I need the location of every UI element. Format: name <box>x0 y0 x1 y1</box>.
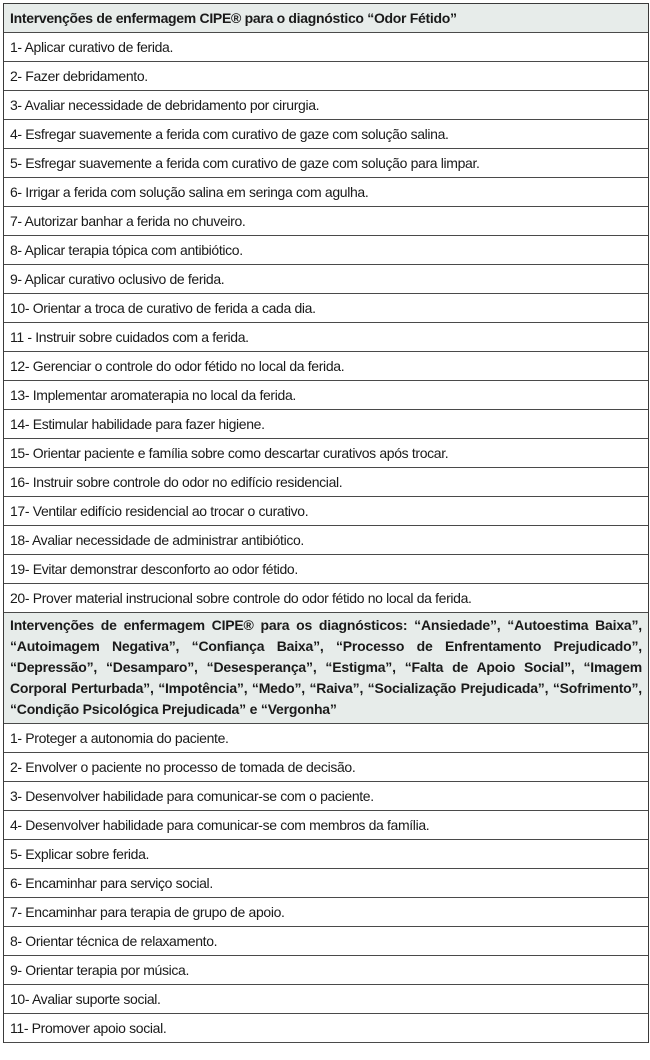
section1-header: Intervenções de enfermagem CIPE® para o diagnóstico “Odor Fétido” <box>4 4 648 33</box>
table-row: 2- Envolver o paciente no processo de tomada de decisão. <box>4 753 648 782</box>
table-row: 19- Evitar demonstrar desconforto ao odor fétido. <box>4 555 648 584</box>
section2-items <box>4 724 648 1043</box>
table-row: 13- Implementar aromaterapia no local da ferida. <box>4 381 648 410</box>
table-row: 7- Autorizar banhar a ferida no chuveiro. <box>4 207 648 236</box>
table-row: 20- Prover material instrucional sobre controle do odor fétido no local da ferida. <box>4 584 648 613</box>
table-row: 3- Avaliar necessidade de debridamento por cirurgia. <box>4 91 648 120</box>
table-row: 11- Promover apoio social. <box>4 1014 648 1043</box>
table-row: 5- Esfregar suavemente a ferida com curativo de gaze com solução para limpar. <box>4 149 648 178</box>
table-row: 16- Instruir sobre controle do odor no edifício residencial. <box>4 468 648 497</box>
table-row: 6- Encaminhar para serviço social. <box>4 869 648 898</box>
table-row: 7- Encaminhar para terapia de grupo de apoio. <box>4 898 648 927</box>
table-row: 17- Ventilar edifício residencial ao trocar o curativo. <box>4 497 648 526</box>
table-row: 5- Explicar sobre ferida. <box>4 840 648 869</box>
table-row: 4- Esfregar suavemente a ferida com curativo de gaze com solução salina. <box>4 120 648 149</box>
table-row: 11 - Instruir sobre cuidados com a ferida. <box>4 323 648 352</box>
table-row: 14- Estimular habilidade para fazer higiene. <box>4 410 648 439</box>
table-row: 15- Orientar paciente e família sobre como descartar curativos após trocar. <box>4 439 648 468</box>
section2-header: Intervenções de enfermagem CIPE® para os diagnósticos: “Ansiedade”, “Autoestima Baixa”, “Autoimagem Negativa”, “Confiança Baixa”, “Processo de Enfrentamento Prejudicado”, “Depressão”, “Desamparo”, “Desesperança”, “Estigma”, “Falta de Apoio Social”, “Imagem Corporal Perturbada”, “Impotência”, “Medo”, “Raiva”, “Socialização Prejudicada”, “Sofrimento”, “Condição Psicológica Prejudicada” e “Vergonha” <box>4 613 648 724</box>
table-row: 3- Desenvolver habilidade para comunicar-se com o paciente. <box>4 782 648 811</box>
table-row: 2- Fazer debridamento. <box>4 62 648 91</box>
section1-items <box>4 33 648 613</box>
table-row: 9- Aplicar curativo oclusivo de ferida. <box>4 265 648 294</box>
table-row: 6- Irrigar a ferida com solução salina em seringa com agulha. <box>4 178 648 207</box>
table-row: 8- Orientar técnica de relaxamento. <box>4 927 648 956</box>
table-row: 10- Orientar a troca de curativo de ferida a cada dia. <box>4 294 648 323</box>
table-row: 10- Avaliar suporte social. <box>4 985 648 1014</box>
interventions-table <box>3 3 649 1043</box>
table-row: 18- Avaliar necessidade de administrar antibiótico. <box>4 526 648 555</box>
table-row: 8- Aplicar terapia tópica com antibiótico. <box>4 236 648 265</box>
table-row: 9- Orientar terapia por música. <box>4 956 648 985</box>
table-row: 1- Proteger a autonomia do paciente. <box>4 724 648 753</box>
table-row: 4- Desenvolver habilidade para comunicar-se com membros da família. <box>4 811 648 840</box>
table-row: 12- Gerenciar o controle do odor fétido no local da ferida. <box>4 352 648 381</box>
table-row: 1- Aplicar curativo de ferida. <box>4 33 648 62</box>
